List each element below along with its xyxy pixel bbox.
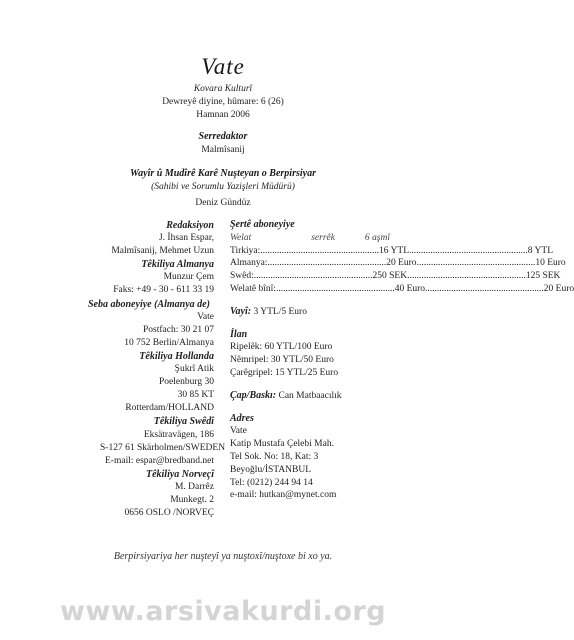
issue-season: Hamnan 2006 — [196, 110, 250, 120]
swedi-email[interactable]: E-mail: espar@bredband.net — [105, 455, 214, 466]
ilan-line: Çarêgripel: 15 YTL/25 Euro — [230, 367, 339, 378]
abone-row: Welatê bînî: .................................................. 40 Euro .................................................. 20 Euro — [230, 283, 574, 294]
hollanda-name: Şukrî Atik — [174, 364, 214, 375]
redaksiyon-line: J. İhsan Espar, — [158, 233, 214, 244]
adres-email[interactable]: e-mail: hutkan@mynet.com — [230, 490, 337, 501]
abone-header-six: 6 aşmî — [364, 232, 390, 243]
abone-country: Tirkiya: — [230, 245, 261, 256]
norvec-name: M. Darrêz — [174, 481, 214, 492]
redaksiyon-title: Redaksiyon — [166, 220, 214, 231]
swedi-street: Eksätravägen, 186 — [143, 429, 214, 440]
editor-title: Serredaktor — [198, 131, 248, 142]
norvec-street: Munkegt. 2 — [170, 494, 214, 505]
adres-line: Tel: (0212) 244 94 14 — [230, 477, 313, 488]
ilan-line: Nêmripel: 30 YTL/50 Euro — [230, 355, 334, 366]
adres-title: Adres — [230, 412, 254, 424]
vayi-value: 3 YTL/5 Euro — [253, 306, 307, 317]
editor-name: Malmîsanij — [201, 145, 245, 155]
abone-country: Swêd: — [230, 271, 254, 282]
abone-six-price: 8 YTL — [527, 245, 554, 256]
price-line — [230, 306, 390, 319]
responsibility-note: Berpirsiyariya her nuşteyî ya nuştoxî/nuştoxe bi xo ya. — [113, 551, 333, 562]
abone-year-price: 20 Euro — [386, 258, 417, 269]
hollanda-city: Rotterdam/HOLLAND — [125, 403, 214, 414]
abone-header-country: Welat — [230, 232, 252, 243]
hollanda-street: Poelenburg 30 — [159, 377, 214, 388]
subscription-column — [230, 219, 574, 502]
magazine-subtitle: Kovara Kulturî — [193, 84, 253, 94]
redaksiyon-line: Malmîsanij, Mehmet Uzun — [111, 246, 214, 257]
seba-city: 10 752 Berlin/Almanya — [124, 337, 214, 348]
abone-title: Şertê aboneyiye — [230, 219, 295, 230]
hollanda-zip: 30 85 KT — [177, 390, 214, 401]
vayi-label: Vayî: — [230, 305, 252, 317]
abone-row: Tirkiya: .................................................. 16 YTL .................................................. 8 YTL — [230, 245, 554, 256]
ilan-title: İlan — [230, 328, 248, 340]
abone-country: Welatê bînî: — [230, 283, 276, 294]
cap-label: Çap/Baskı: — [230, 389, 277, 401]
almanya-title: Têkiliya Almanya — [141, 259, 214, 271]
abone-year-price: 250 SEK — [372, 271, 408, 282]
adres-line: Beyoğlu/İSTANBUL — [230, 464, 312, 475]
watermark: www.arsivakurdi.org — [59, 596, 387, 627]
swedi-title: Têkiliya Swêdî — [153, 416, 214, 428]
swedi-city: S-127 61 Skärholmen/SWEDEN — [100, 442, 226, 453]
abone-header — [230, 232, 390, 245]
abone-six-price: 10 Euro — [535, 258, 566, 269]
owner-subtitle: (Sahibi ve Sorumlu Yazişleri Müdürü) — [151, 182, 295, 192]
abone-year-price: 40 Euro — [394, 283, 426, 294]
cap-value: Can Matbaacılık — [278, 390, 342, 401]
abone-six-price: 20 Euro — [543, 283, 574, 294]
abone-country: Almanya: — [230, 258, 268, 269]
contacts-column — [88, 219, 226, 520]
magazine-logo: Vate — [201, 54, 245, 79]
norvec-title: Têkiliya Norveçî — [145, 468, 214, 480]
abone-year-price: 16 YTL — [379, 245, 410, 256]
adres-line: Katip Mustafa Çelebi Mah. — [230, 439, 334, 450]
issue-number: Dewreyê diyine, hûmare: 6 (26) — [162, 97, 284, 107]
seba-name: Vate — [197, 311, 214, 322]
owner-name: Deniz Gündüz — [195, 198, 251, 208]
almanya-fax: Faks: +49 - 30 - 611 33 19 — [113, 285, 214, 296]
abone-row: Almanya: .................................................. 20 Euro .................................................. 10 Euro — [230, 258, 566, 269]
abone-row: Swêd: .................................................. 250 SEK .................................................. 125 SEK — [230, 271, 561, 282]
ilan-line: Ripelêk: 60 YTL/100 Euro — [230, 342, 333, 353]
owner-title: Wayîr û Mudîrê Karê Nuşteyan o Berpirsiyar — [130, 168, 316, 179]
seba-postfach: Postfach: 30 21 07 — [143, 324, 214, 335]
norvec-city: 0656 OSLO /NORVEÇ — [124, 508, 214, 519]
seba-title: Seba aboneyiye (Almanya de) — [88, 298, 210, 310]
abone-six-price: 125 SEK — [525, 271, 561, 282]
almanya-contact-name: Munzur Çem — [163, 272, 214, 283]
adres-line: Vate — [230, 426, 247, 437]
hollanda-title: Têkiliya Hollanda — [139, 350, 214, 362]
adres-line: Tel Sok. No: 18, Kat: 3 — [230, 451, 319, 462]
print-line — [230, 390, 390, 403]
abone-header-year: serrêk — [311, 232, 335, 243]
